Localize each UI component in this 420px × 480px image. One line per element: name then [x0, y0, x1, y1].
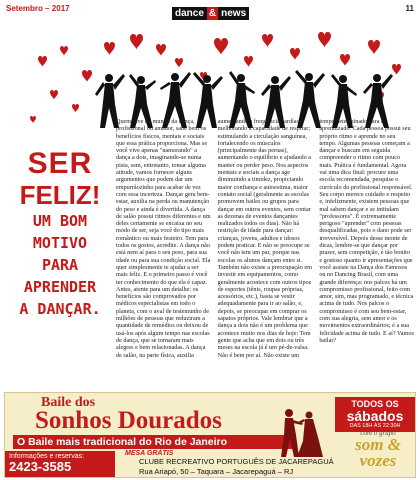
heart-icon [72, 104, 79, 112]
magazine-logo [172, 6, 249, 20]
ad-schedule-box [335, 397, 415, 432]
ad-sabados: sábados [346, 408, 404, 424]
ad-phone: 2423-3585 [9, 459, 72, 474]
heart-icon [50, 90, 58, 100]
heart-icon [156, 44, 166, 56]
headline-line: APRENDER [23, 278, 97, 296]
heart-icon [38, 56, 47, 67]
headline-feliz: FELIZ! [19, 180, 101, 210]
logo-word-dance: dance [172, 7, 207, 20]
ad-baile-title: Baile dos [41, 395, 96, 410]
heart-icon [340, 54, 350, 66]
heart-icon [290, 48, 300, 60]
couple-dancers-icon [263, 407, 333, 457]
ad-address: Rua Ariapó, 50 – Taquara – Jacarepaguá – RJ [139, 467, 294, 476]
heart-icon [60, 46, 68, 56]
heart-icon [262, 34, 273, 47]
ad-club-name: CLUBE RECREATIVO PORTUGUÊS DE JACAREPAGUÁ [139, 457, 334, 466]
ad-todos: TODOS OS [351, 399, 399, 409]
headline-line: A DANÇAR. [19, 300, 101, 318]
headline [6, 148, 114, 320]
ad-subtitle: O Baile mais tradicional do Rio de Janeiro [13, 435, 293, 449]
ad-grupo-name: som & vozes [355, 435, 401, 470]
headline-line: MOTIVO [32, 234, 88, 252]
heart-icon [244, 56, 253, 67]
heart-icon [368, 40, 380, 54]
ad-grupo-label: com o grupo [360, 429, 396, 437]
logo-ampersand: & [208, 7, 217, 19]
ad-info-label: Informações e reservas: [9, 453, 85, 460]
headline-line: UM BOM [32, 212, 88, 230]
page-number: 11 [405, 4, 414, 13]
ad-sonhos-title: Sonhos Dourados [35, 407, 222, 434]
ad-band [341, 429, 415, 469]
article-body: Quem vive no mundo da dança, profissional ou amador, sabe bem os benefícios físicos, mentais e sociais que essa prática proporciona. Mas se você vive apenas "namorando" a dança a dois, imaginando-se numa pista, sem, entretanto, tomar alguma atitude, vamos fornecer alguns argumentos que podem dar um empurrãozinho para acabar de vez com essa incerteza. Dançar gera bem-estar, auxilia na perda ou manutenção do peso e ainda é divertida. A dança de salão possui ritmos diferentes e um deles certamente se encaixa no seu modo de ser, seja você do tipo mais romântico ou mais festeiro. Tem para todos os gostos, acredite. A dança não está nem aí para o seu peso, para sua idade ou para sua condição social. Ela quer simplesmente te ajudar a ser mais feliz. E o primeiro passo é você ter conhecimento do que ela é capaz. Antes, atente para um detalhe: os benefícios são comprovados por médicos especialistas em todo o planeta, com o aval de testemunho de milhões de pessoas que reduziram a quantidade de remédios ou deixou de usá-los após algum tempo nas escolas de dança, que se tornaram mais alegres e bem relacionadas. A dança de salão, na parte física, auxilia aumentando a frequência cardíaca, melhorando a capacidade de respirar; estimulando a circulação sanguínea, fortalecendo os músculos (principalmente das pernas), aumentando o equilíbrio e ajudando a manter ou perder peso. Nos aspectos mentais e sociais a dança age diminuindo a timidez, propiciando maior confiança e autoestima, maior contato social (geralmente as escolas promovem bailes ou grupos para dançar em outros eventos, sem contar as dezenas de eventos dançantes realizados todos os dias). Não há restrição de idade para dançar: crianças, jovens, adultos e idosos podem praticar. E não se preocupe se você não tem um par, porque nas escolas os alunos dançam entre si. Também não existe a preocupação em investir em equipamentos, como geralmente acontece com outros tipos de esportes (tênis, roupas próprias, acessórios, etc.), basta se vestir adequadamente para ir ao salão, e, depois, se preocupar em comprar os sapatos próprios. Vale lembrar que a dança a dois não é um problema que acontece muito nos dias de hoje: Tem gente que acha que em dois ou três meses na escola já é um pé-de-valsa. Não é bem por aí. Não existe um tempo determinado para o aprendizado. Cada pessoa possui seu próprio ritmo e aprende no seu tempo. Algumas pessoas começam a dançar e buscam em seguida compreender o ritmo com pouco mais. Prática é fundamental. Agora vai uma dica final: procure uma escola recomendada, pesquise o currículo do profissional responsável. Seu corpo merece cuidado e respeito e, infelizmente, existem pessoas que mal sabem dançar e se intitulam "professores". É extremamente perigoso "aprender" com pessoas desqualificadas, pois o dano pode ser irreversível. Depois desse monte de dicas, lembre-se que dançar por prazer, sem competição, é tão bonito e gostoso quanto ir apresentações que você assiste na Dança dos Famosos ou no Dancing Brasil, com uma grande diferença: nos palcos há um compromisso profissional, feito com amor, sim, mas programado, e técnica acima de tudo. Nos palcos o compromisso é com seu bem-estar, com sua alegria, sem amor e os movimentos extraordinários; é a sua felicidade acima de tudo. E aí? Vamos bailar? [116, 118, 414, 359]
headline-line: PARA [41, 256, 79, 274]
issue-date: Setembro – 2017 [6, 4, 70, 13]
headline-ser: SER [27, 147, 93, 180]
ad-hours: DAS 18H ÀS 22:30H [349, 423, 401, 429]
heart-icon [318, 32, 331, 48]
heart-icon [214, 38, 228, 55]
ad-free-table: MESA GRÁTIS [125, 450, 174, 457]
heart-icon [130, 34, 143, 50]
heart-icon [30, 116, 36, 123]
advertisement-banner[interactable] [4, 392, 416, 478]
heart-icon [175, 58, 183, 68]
heart-icon [82, 70, 92, 82]
ad-contact-box [5, 451, 115, 478]
heart-icon [104, 42, 115, 55]
page-header [0, 0, 420, 22]
logo-word-news: news [218, 7, 249, 20]
